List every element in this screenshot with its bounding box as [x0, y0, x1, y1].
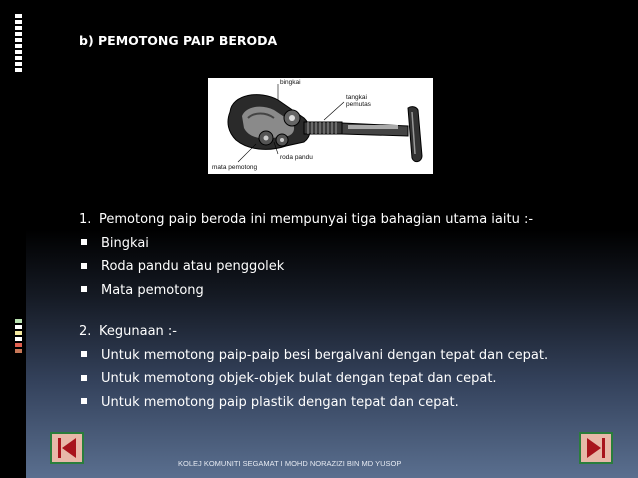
bullet-icon — [81, 351, 87, 357]
decor-tick — [15, 325, 22, 329]
bullet-item — [79, 232, 548, 256]
bullet-icon — [81, 375, 87, 381]
label-pemutas: pemutas — [346, 101, 371, 108]
decor-tick — [15, 44, 22, 48]
content-list — [79, 208, 548, 414]
bullet-text: Roda pandu atau penggolek — [101, 259, 285, 274]
decor-tick — [15, 68, 22, 72]
pipe-cutter-illustration — [208, 78, 433, 174]
decor-tick — [15, 56, 22, 60]
bullet-item — [79, 391, 548, 415]
prev-slide-button[interactable] — [50, 432, 84, 464]
bullet-icon — [81, 286, 87, 292]
numbered-item — [79, 320, 548, 344]
left-decoration-bar — [0, 0, 26, 478]
decor-tick — [15, 32, 22, 36]
bullet-text: Untuk memotong paip plastik dengan tepat dan cepat. — [101, 394, 459, 410]
bullet-icon — [81, 263, 87, 269]
item-number: 1. — [79, 212, 92, 227]
bullet-icon — [81, 398, 87, 404]
bullet-item — [79, 279, 548, 303]
bullet-text: Untuk memotong objek-objek bulat dengan tepat dan cepat. — [101, 371, 497, 386]
bullet-item — [79, 344, 548, 368]
first-slide-icon — [52, 434, 82, 462]
decor-tick — [15, 331, 22, 335]
item-text: Kegunaan :- — [99, 324, 177, 339]
next-slide-button[interactable] — [579, 432, 613, 464]
spacer — [79, 302, 548, 320]
label-mata-pemotong: mata pemotong — [212, 164, 258, 171]
item-number: 2. — [79, 324, 92, 339]
decor-tick — [15, 14, 22, 18]
decor-tick — [15, 38, 22, 42]
decor-tick — [15, 62, 22, 66]
slide-footer: KOLEJ KOMUNITI SEGAMAT I MOHD NORAZIZI BIN MD YUSOP — [178, 459, 402, 468]
slide-title: b) PEMOTONG PAIP BERODA — [79, 33, 278, 48]
numbered-item — [79, 208, 548, 232]
bullet-item — [79, 367, 548, 391]
bullet-text: Untuk memotong paip-paip besi bergalvani dengan tepat dan cepat. — [101, 347, 549, 363]
decor-tick — [15, 50, 22, 54]
bullet-item — [79, 255, 548, 279]
decor-tick — [15, 20, 22, 24]
pipe-cutter-diagram — [208, 78, 433, 174]
decor-tick — [15, 337, 22, 341]
last-slide-icon — [581, 434, 611, 462]
decor-tick — [15, 26, 22, 30]
decor-tick — [15, 343, 22, 347]
bullet-icon — [81, 239, 87, 245]
item-text: Pemotong paip beroda ini mempunyai tiga bahagian utama iaitu :- — [99, 212, 534, 227]
decor-tick — [15, 319, 22, 323]
label-roda-pandu: roda pandu — [280, 154, 313, 161]
label-tangkai: tangkai — [346, 94, 367, 101]
label-bingkai: bingkai — [280, 79, 301, 86]
bullet-text: Mata pemotong — [101, 282, 204, 298]
decor-tick — [15, 349, 22, 353]
bullet-text: Bingkai — [101, 235, 149, 251]
